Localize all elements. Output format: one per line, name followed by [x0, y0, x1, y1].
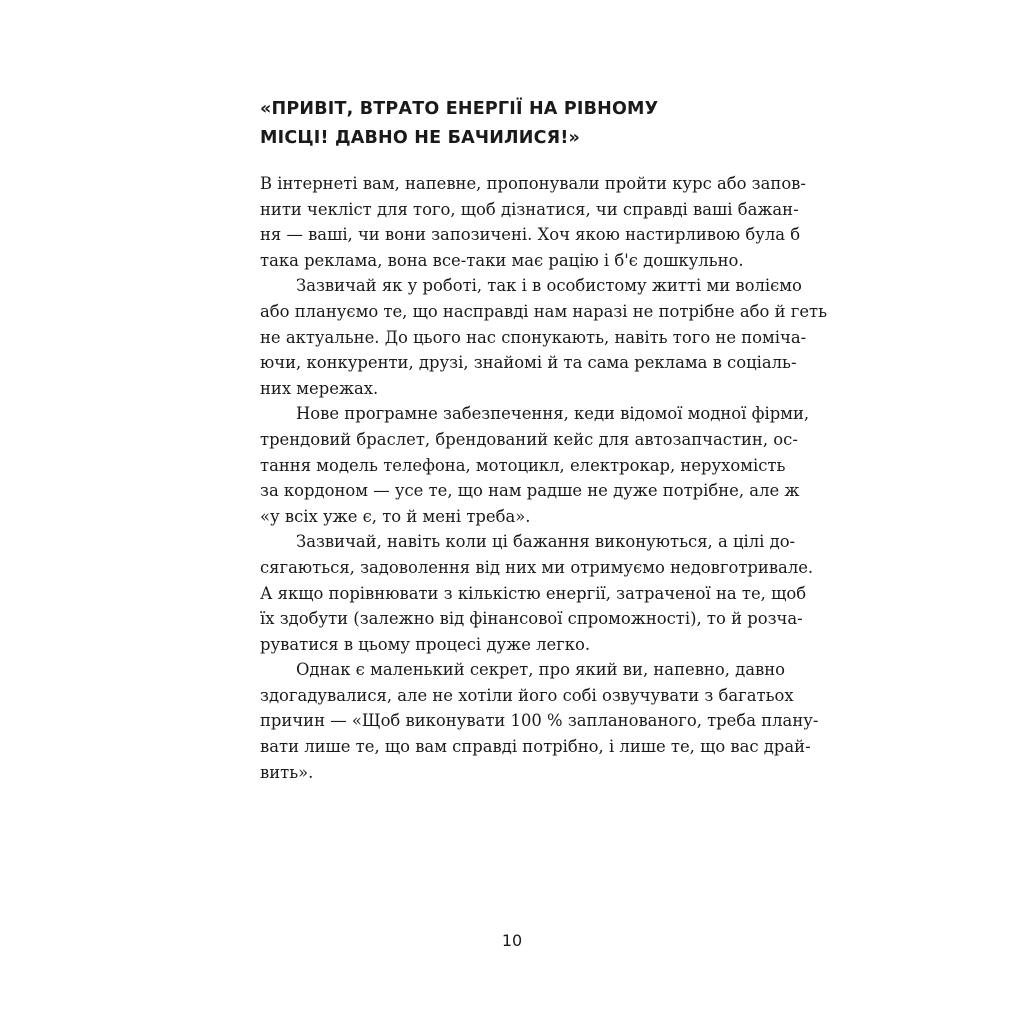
text-line: причин — «Щоб виконувати 100 % запланованого, треба плану-	[260, 711, 819, 731]
text-line: сягаються, задоволення від них ми отримуємо недовготривале.	[260, 557, 814, 577]
text-line: нити чекліст для того, щоб дізнатися, чи справді ваші бажан-	[260, 199, 799, 219]
text-line: вати лише те, що вам справді потрібно, і лише те, що вас драй-	[260, 737, 811, 757]
body-text	[260, 171, 828, 785]
heading-line: МІСЦІ! ДАВНО НЕ БАЧИЛИСЯ!»	[260, 128, 581, 148]
text-line: А якщо порівнювати з кількістю енергії, затраченої на те, щоб	[260, 583, 807, 603]
text-line: здогадувалися, але не хотіли його собі озвучувати з багатьох	[260, 685, 794, 705]
text-line: В інтернеті вам, напевне, пропонували пройти курс або запов-	[260, 174, 806, 193]
text-line: їх здобути (залежно від фінансової спроможності), то й розча-	[260, 609, 803, 629]
chapter-heading	[260, 95, 820, 153]
text-line: Зазвичай як у роботі, так і в особистому житті ми воліємо	[296, 276, 802, 296]
text-line: така реклама, вона все-таки має рацію і б'є дошкульно.	[260, 250, 744, 270]
text-line: «у всіх уже є, то й мені треба».	[260, 506, 531, 526]
text-line: за кордоном — усе те, що нам радше не дуже потрібне, але ж	[260, 481, 800, 501]
page-number: 10	[501, 931, 523, 950]
text-line: трендовий браслет, брендований кейс для автозапчастин, ос-	[260, 429, 798, 449]
text-line: Нове програмне забезпечення, кеди відомої модної фірми,	[296, 404, 810, 424]
text-line: ючи, конкуренти, друзі, знайомі й та сама реклама в соціаль-	[260, 353, 797, 373]
text-line: тання модель телефона, мотоцикл, електрокар, нерухомість	[260, 455, 786, 475]
text-line: не актуальне. До цього нас спонукають, навіть того не поміча-	[260, 327, 807, 347]
text-line: руватися в цьому процесі дуже легко.	[260, 634, 591, 654]
text-line: них мережах.	[260, 378, 379, 398]
heading-line: «ПРИВІТ, ВТРАТО ЕНЕРГІЇ НА РІВНОМУ	[260, 99, 659, 119]
text-line: або плануємо те, що насправді нам наразі не потрібне або й геть	[260, 301, 828, 321]
text-line: вить».	[260, 762, 314, 782]
text-line: Зазвичай, навіть коли ці бажання виконуються, а цілі до-	[296, 532, 796, 552]
text-line: ня — ваші, чи вони запозичені. Хоч якою настирливою була б	[260, 225, 801, 245]
text-line: Однак є маленький секрет, про який ви, напевно, давно	[296, 660, 786, 680]
